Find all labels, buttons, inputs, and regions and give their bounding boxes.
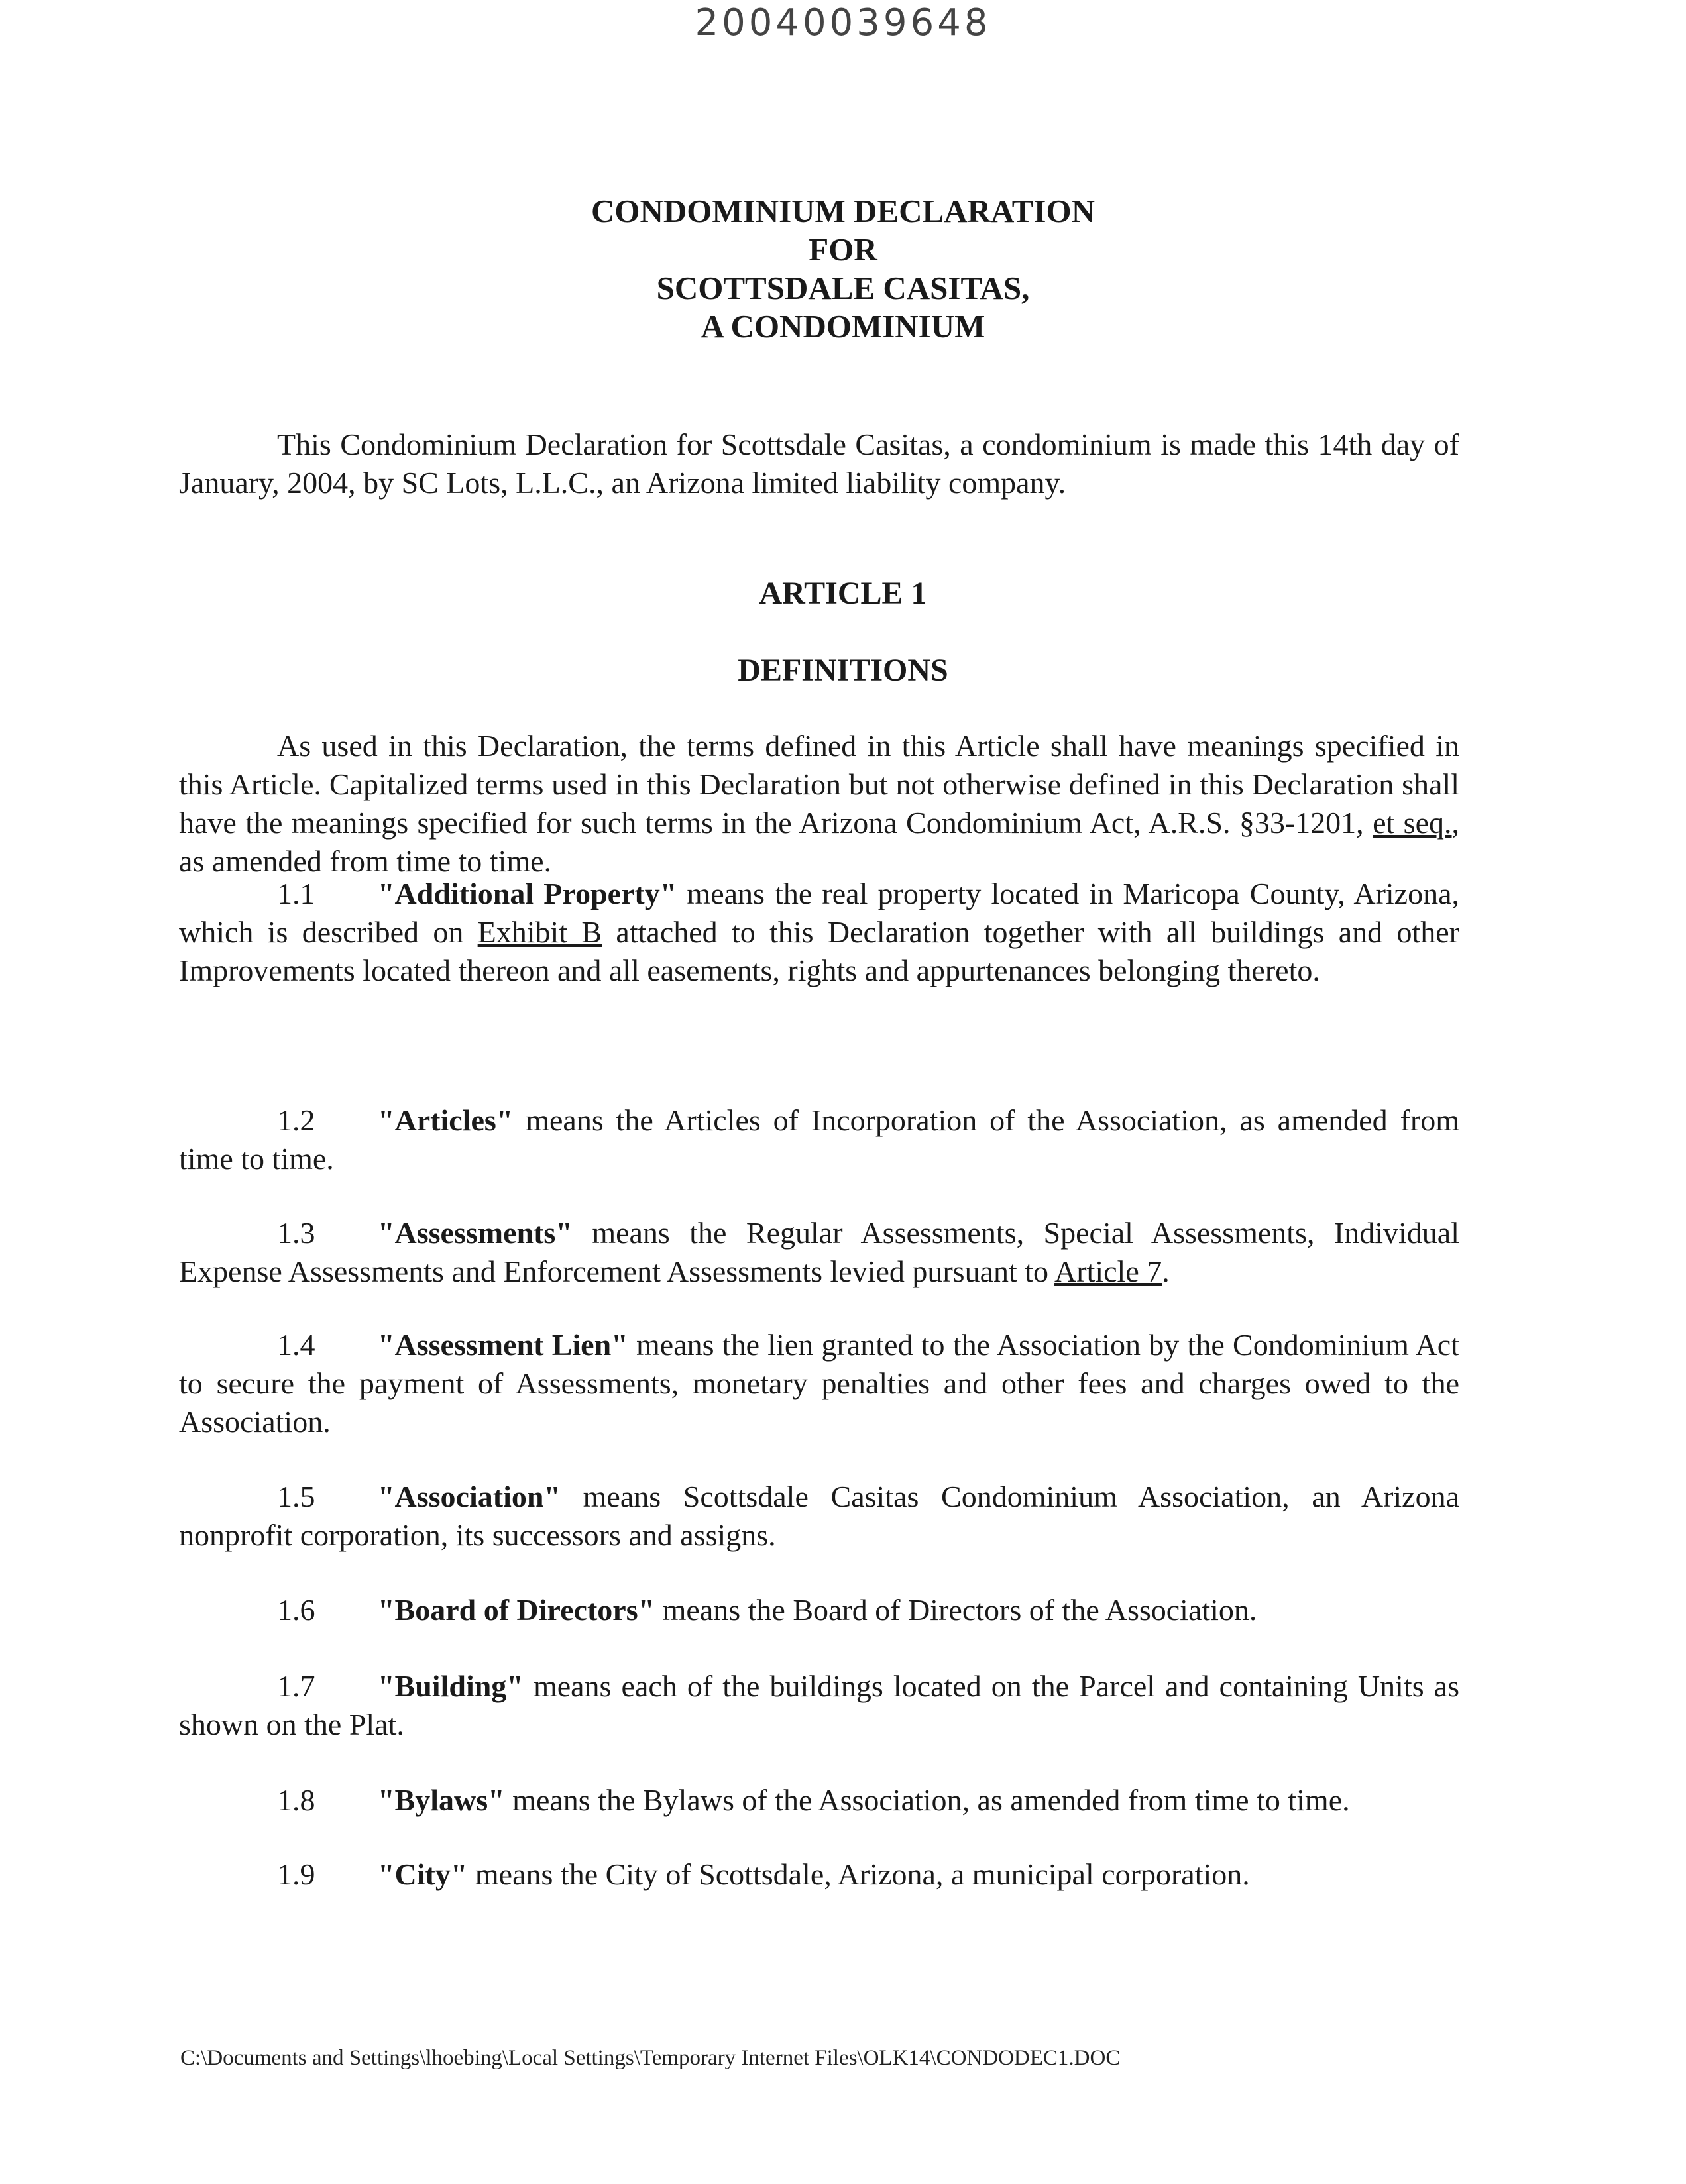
definition-text-a: means the real property located in Maricopa County, Arizona, which is described on	[179, 877, 1460, 949]
definition-number: 1.1	[277, 877, 315, 910]
definition-term: "Articles"	[378, 1103, 514, 1137]
definition-1-1	[179, 875, 1459, 990]
definition-number: 1.8	[277, 1783, 315, 1817]
definition-number: 1.5	[277, 1480, 315, 1513]
definition-text-a: means each of the buildings located on the Parcel and containing Units as shown on the Plat.	[179, 1669, 1459, 1741]
definition-1-4	[179, 1326, 1459, 1441]
prelude-text-a: As used in this Declaration, the terms defined in this Article shall have meanings specified in this Article. Capitalized terms used in this Declaration but not otherwise defined in this Declaration shall have the meanings specified for such terms in the Arizona Condominium Act, A.R.S. §33-1201,	[179, 729, 1459, 840]
definition-1-8	[179, 1781, 1459, 1820]
document-recording-number: 20040039648	[695, 1, 991, 44]
definition-1-5	[179, 1478, 1459, 1555]
definition-term: "Building"	[378, 1669, 524, 1703]
definition-number: 1.7	[277, 1669, 315, 1703]
definition-text-b: .	[1162, 1254, 1170, 1288]
definition-text-a: means Scottsdale Casitas Condominium Association, an Arizona nonprofit corporation, its successors and assigns.	[179, 1480, 1459, 1552]
article-7-reference: Article 7	[1054, 1254, 1162, 1288]
definition-1-6	[179, 1591, 1459, 1629]
definitions-prelude	[179, 727, 1459, 881]
prelude-et-seq: et seq.	[1373, 806, 1452, 840]
intro-paragraph	[179, 425, 1459, 502]
definition-number: 1.4	[277, 1328, 315, 1362]
title-line-3: SCOTTSDALE CASITAS,	[656, 270, 1030, 306]
definition-number: 1.6	[277, 1593, 315, 1627]
definition-text-a: means the Articles of Incorporation of the Association, as amended from time to time.	[179, 1103, 1459, 1175]
definition-term: "Additional Property"	[378, 877, 677, 910]
prelude-text-b: , as amended from time to time.	[179, 806, 1459, 878]
definition-text-a: means the City of Scottsdale, Arizona, a municipal corporation.	[467, 1857, 1250, 1891]
definition-text-a: means the lien granted to the Association by the Condominium Act to secure the payment of Assessments, monetary penalties and other fees and charges owed to the Association.	[179, 1328, 1460, 1439]
definition-number: 1.2	[277, 1103, 315, 1137]
document-title	[0, 192, 1686, 346]
definition-1-2	[179, 1101, 1459, 1178]
definition-text-a: means the Bylaws of the Association, as amended from time to time.	[504, 1783, 1350, 1817]
definition-term: "Bylaws"	[378, 1783, 505, 1817]
title-line-1: CONDOMINIUM DECLARATION	[591, 193, 1095, 229]
footer-file-path: C:\Documents and Settings\lhoebing\Local Settings\Temporary Internet Files\OLK14\CONDODEC1.DOC	[180, 2046, 1121, 2070]
article-number-heading: ARTICLE 1	[759, 576, 927, 611]
definition-term: "Assessment Lien"	[378, 1328, 628, 1362]
exhibit-b-reference: Exhibit B	[477, 915, 602, 949]
definition-text-b: attached to this Declaration together with all buildings and other Improvements located thereon and all easements, rights and appurtenances belonging thereto.	[179, 915, 1460, 987]
definition-text-a: means the Regular Assessments, Special Assessments, Individual Expense Assessments and Enforcement Assessments levied pursuant to	[179, 1216, 1459, 1288]
intro-text: This Condominium Declaration for Scottsdale Casitas, a condominium is made this 14th day of January, 2004, by SC Lots, L.L.C., an Arizona limited liability company.	[179, 427, 1459, 500]
definition-1-9	[179, 1855, 1459, 1894]
title-line-4: A CONDOMINIUM	[701, 308, 985, 345]
article-title-heading: DEFINITIONS	[738, 653, 948, 688]
definition-term: "Assessments"	[378, 1216, 573, 1250]
definition-term: "City"	[378, 1857, 468, 1891]
definition-text-a: means the Board of Directors of the Association.	[655, 1593, 1257, 1627]
definition-number: 1.9	[277, 1857, 315, 1891]
title-line-2: FOR	[809, 231, 877, 268]
definition-term: "Association"	[378, 1480, 561, 1513]
definition-number: 1.3	[277, 1216, 315, 1250]
definition-term: "Board of Directors"	[378, 1593, 655, 1627]
definition-1-7	[179, 1667, 1459, 1744]
definition-1-3	[179, 1214, 1459, 1291]
